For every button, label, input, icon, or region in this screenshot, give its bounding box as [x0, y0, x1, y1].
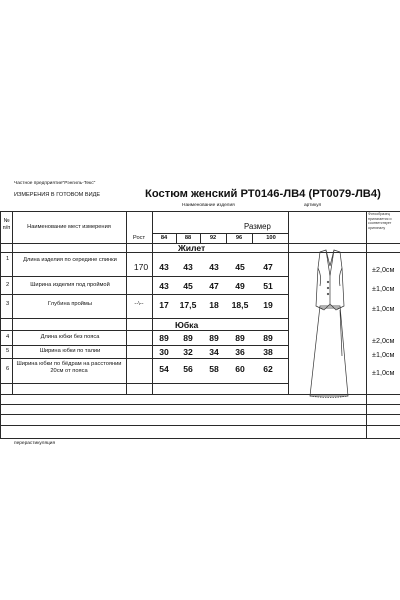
measurements-heading: ИЗМЕРЕНИЯ В ГОТОВОМ ВИДЕ — [14, 192, 101, 198]
section-title-vest: Жилет — [178, 243, 206, 253]
grid-line — [0, 414, 400, 415]
section-title-skirt: Юбка — [175, 320, 199, 330]
size-label: 84 — [160, 235, 168, 241]
grid-line — [0, 404, 400, 405]
article-label: артикул — [304, 203, 322, 208]
row-tolerance: ±2,0см — [372, 336, 395, 345]
header-height: Рост — [132, 235, 146, 241]
row-value: 17,5 — [179, 300, 197, 310]
row-value: 36 — [235, 347, 245, 357]
row-value: 47 — [263, 262, 273, 272]
row-number: 1 — [6, 256, 10, 262]
grid-line — [0, 358, 288, 359]
row-value: 58 — [209, 364, 219, 374]
row-value: 30 — [159, 347, 169, 357]
row-value: 43 — [209, 262, 219, 272]
company-name: Частное предприятие"Рэнгиль-Текс" — [14, 181, 96, 186]
grid-line — [0, 330, 288, 331]
grid-line — [0, 425, 400, 426]
size-label: 96 — [235, 235, 243, 241]
row-tolerance: ±1,0см — [372, 284, 395, 293]
row-height: 170 — [133, 262, 149, 272]
row-value: 89 — [235, 333, 245, 343]
row-number: 2 — [6, 282, 10, 288]
product-name-label: Наименование изделия — [182, 203, 235, 208]
row-value: 19 — [263, 300, 273, 310]
row-name: Длина юбки без пояса — [40, 334, 100, 340]
row-value: 47 — [209, 281, 219, 291]
row-name: Глубина проймы — [48, 301, 92, 307]
row-number: 3 — [6, 301, 10, 307]
size-label: 88 — [184, 235, 192, 241]
row-value: 89 — [209, 333, 219, 343]
header-size: Размер — [244, 222, 271, 231]
size-label: 100 — [266, 235, 276, 241]
row-tolerance: ±1,0см — [372, 368, 395, 377]
row-name: Ширина юбки по бёдрам на расстоянии 20см от пояса — [16, 361, 122, 374]
row-value: 32 — [183, 347, 193, 357]
row-number: 6 — [6, 366, 10, 372]
row-tolerance: ±1,0см — [372, 350, 395, 359]
page-title: Костюм женский РТ0146-ЛВ4 (РТ0079-ЛВ4) — [145, 188, 381, 200]
row-value: 18 — [209, 300, 219, 310]
row-value: 49 — [235, 281, 245, 291]
row-name: Ширина изделия под проймой — [30, 282, 110, 288]
grid-line — [0, 211, 1, 438]
row-value: 89 — [159, 333, 169, 343]
row-value: 18,5 — [231, 300, 249, 310]
row-value: 17 — [159, 300, 169, 310]
row-value: 62 — [263, 364, 273, 374]
garment-sketch-image — [296, 246, 362, 402]
footer-text: перерастикуляция — [14, 441, 56, 446]
row-value: 45 — [235, 262, 245, 272]
photo-note: Фотообразец прилагается и соответствует оригиналу — [368, 212, 392, 230]
row-tolerance: ±2,0см — [372, 265, 395, 274]
header-no: № п/п — [2, 218, 11, 231]
grid-line — [0, 345, 288, 346]
row-value: 34 — [209, 347, 219, 357]
row-value: 60 — [235, 364, 245, 374]
row-number: 5 — [6, 348, 10, 354]
grid-line — [252, 233, 253, 243]
grid-line — [0, 276, 288, 277]
grid-line — [288, 211, 289, 394]
row-name: Ширина юбки по талии — [39, 348, 101, 354]
row-tolerance: ±1,0см — [372, 304, 395, 313]
grid-line — [0, 294, 288, 295]
row-value: 89 — [263, 333, 273, 343]
row-value: 43 — [159, 281, 169, 291]
row-value: 54 — [159, 364, 169, 374]
row-value: 38 — [263, 347, 273, 357]
row-value: 51 — [263, 281, 273, 291]
grid-line — [0, 438, 400, 439]
row-value: 89 — [183, 333, 193, 343]
grid-line — [0, 383, 288, 384]
row-value: 43 — [183, 262, 193, 272]
row-name: Длина изделия по середине спинки — [23, 257, 117, 263]
grid-line — [152, 233, 288, 234]
row-number: 4 — [6, 334, 10, 340]
row-value: 56 — [183, 364, 193, 374]
row-height: --\-- — [134, 301, 144, 307]
row-value: 43 — [159, 262, 169, 272]
size-label: 92 — [209, 235, 217, 241]
grid-line — [0, 318, 288, 319]
grid-line — [0, 211, 400, 212]
grid-line — [366, 211, 367, 438]
header-measure-place: Наименование мест измерения — [27, 224, 111, 230]
row-value: 45 — [183, 281, 193, 291]
